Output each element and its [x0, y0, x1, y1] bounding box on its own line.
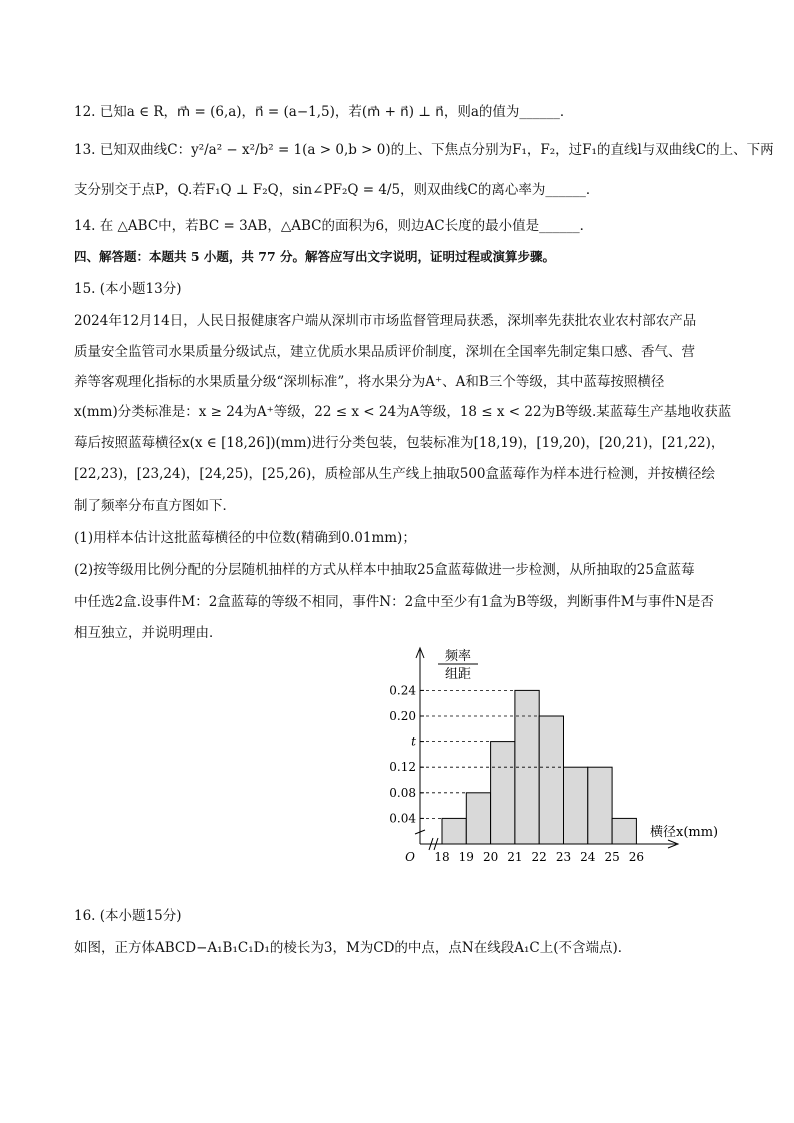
- histogram-bar: [491, 742, 515, 844]
- q15-line: 质量安全监管司水果质量分级试点，建立优质水果品质评价制度，深圳在全国率先制定集口感、香气、营: [74, 344, 695, 360]
- q15-line: 莓后按照蓝莓横径x(x ∈ [18,26])(mm)进行分类包装，包装标准为[18,19)，[19,20)，[20,21)，[21,22)，: [74, 435, 725, 451]
- y-axis-label-denominator: 组距: [444, 667, 472, 682]
- histogram-bar: [442, 818, 466, 844]
- q16-line: 如图，正方体ABCD−A₁B₁C₁D₁的棱长为3，M为CD的中点，点N在线段A₁C上(不含端点)．: [74, 940, 632, 956]
- y-tick-label: 0.08: [389, 785, 416, 800]
- q15-line: 2024年12月14日，人民日报健康客户端从深圳市市场监督管理局获悉，深圳率先获批农业农村部农产品: [74, 313, 697, 329]
- section-heading: 四、解答题：本题共 5 小题，共 77 分。解答应写出文字说明，证明过程或演算步骤。: [74, 249, 556, 264]
- q14-line: 14. 在 △ABC中，若BC = 3AB，△ABC的面积为6，则边AC长度的最小值是______．: [74, 218, 594, 234]
- q15-line: 制了频率分布直方图如下．: [74, 498, 236, 514]
- histogram-bar: [588, 767, 612, 844]
- q15-header: 15. (本小题13分): [74, 281, 182, 297]
- x-tick-label: 20: [482, 850, 499, 864]
- histogram-bar: [564, 767, 588, 844]
- q15-part2-line: 相互独立，并说明理由．: [74, 625, 223, 641]
- q13-line-2: 支分别交于点P，Q.若F₁Q ⊥ F₂Q，sin∠PF₂Q = 4/5，则双曲线C的离心率为______．: [74, 182, 600, 198]
- q13-line-1: 13. 已知双曲线C：y²/a² − x²/b² = 1(a > 0,b > 0)的上、下焦点分别为F₁，F₂，过F₁的直线l与双曲线C的上、下两: [74, 142, 774, 158]
- x-tick-label: 26: [628, 850, 645, 864]
- q15-line: [22,23)，[23,24)，[24,25)，[25,26)，质检部从生产线上抽取500盒蓝莓作为样本进行检测，并按横径绘: [74, 466, 715, 482]
- origin-label: O: [405, 850, 415, 864]
- y-axis-label-numerator: 频率: [444, 649, 472, 664]
- y-tick-label: 0.24: [389, 683, 416, 698]
- y-tick-label: 0.20: [389, 709, 416, 723]
- histogram-bar: [466, 793, 490, 844]
- q15-part2-line: (2)按等级用比例分配的分层随机抽样的方式从样本中抽取25盒蓝莓做进一步检测，从所抽取的25盒蓝莓: [74, 562, 695, 578]
- q15-line: x(mm)分类标准是：x ≥ 24为A⁺等级，22 ≤ x < 24为A等级，18 ≤ x < 22为B等级.某蓝莓生产基地收获蓝: [74, 404, 732, 420]
- histogram-bar: [612, 818, 636, 844]
- q15-line: 养等客观理化指标的水果质量分级“深圳标准”，将水果分为A⁺、A和B三个等级，其中蓝莓按照横径: [74, 374, 665, 390]
- q15-part1: (1)用样本估计这批蓝莓横径的中位数(精确到0.01mm)；: [74, 530, 416, 546]
- x-tick-label: 25: [604, 850, 620, 864]
- y-tick-label: 0.12: [389, 760, 416, 775]
- x-tick-label: 19: [458, 850, 474, 864]
- histogram-chart: [380, 642, 730, 870]
- x-tick-label: 22: [531, 850, 547, 864]
- y-tick-label: t: [411, 734, 416, 749]
- q12-line: 12. 已知a ∈ R，m⃗ = (6,a)，n⃗ = (a−1,5)，若(m⃗ + n⃗) ⊥ n⃗，则a的值为______．: [74, 104, 574, 120]
- x-tick-label: 18: [434, 850, 450, 864]
- x-tick-label: 24: [580, 850, 596, 864]
- q16-header: 16. (本小题15分): [74, 908, 182, 924]
- q15-part2-line: 中任选2盒.设事件M：2盒蓝莓的等级不相同，事件N：2盒中至少有1盒为B等级，判断事件M与事件N是否: [74, 594, 714, 610]
- y-tick-label: 0.04: [389, 811, 416, 826]
- x-tick-label: 21: [507, 850, 523, 864]
- histogram-bar: [539, 716, 563, 844]
- x-axis-label: 横径x(mm): [650, 825, 719, 840]
- x-tick-label: 23: [555, 850, 572, 864]
